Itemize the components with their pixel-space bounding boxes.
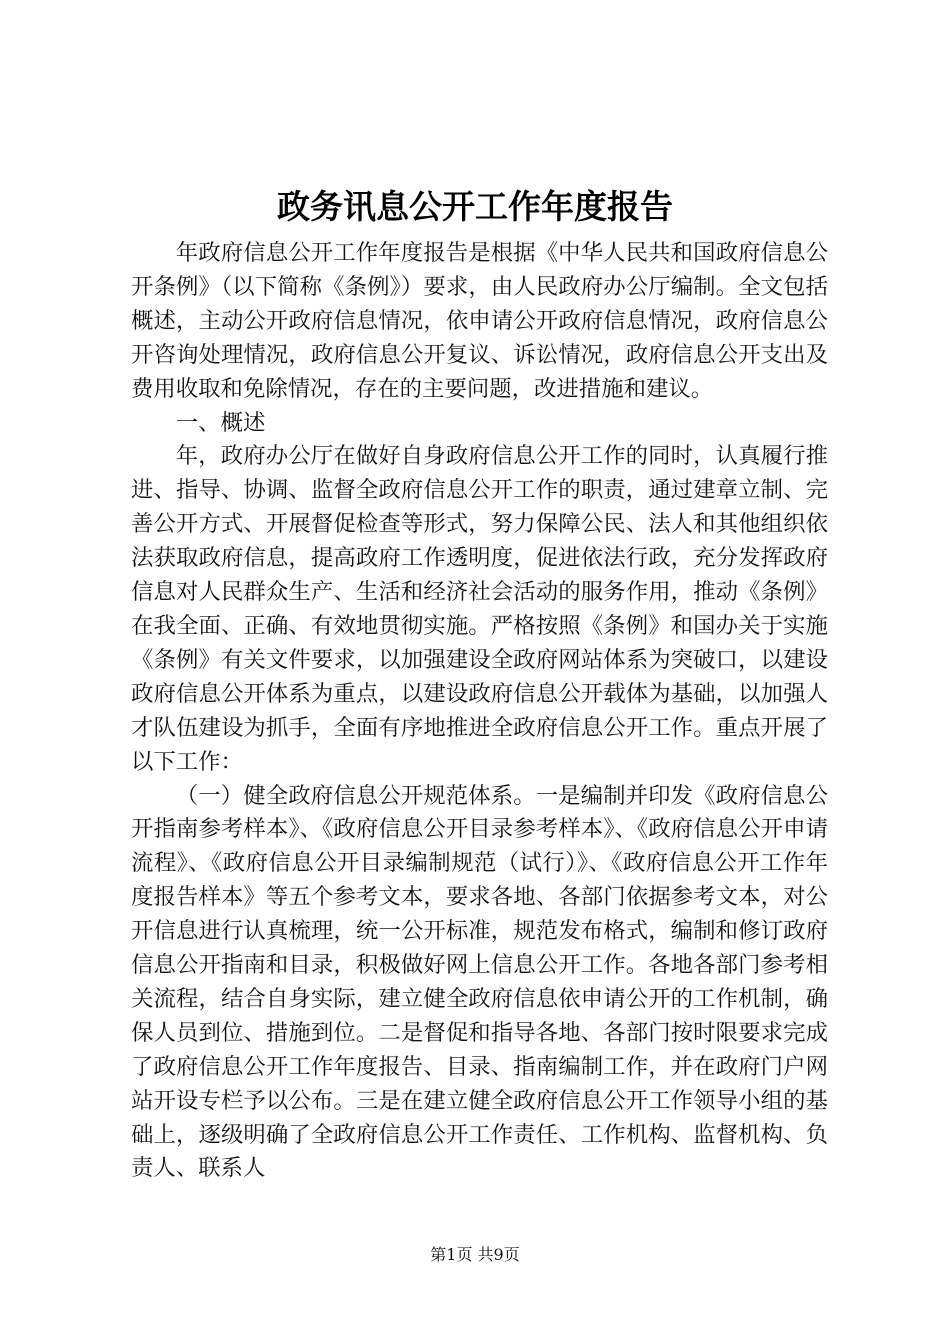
document-body — [131, 237, 828, 1186]
paragraph-overview: 年，政府办公厅在做好自身政府信息公开工作的同时，认真履行推进、指导、协调、监督全政府信息公开工作的职责，通过建章立制、完善公开方式、开展督促检查等形式，努力保障公民、法人和其他组织依法获取政府信息，提高政府工作透明度，促进依法行政，充分发挥政府信息对人民群众生产、生活和经济社会活动的服务作用，推动《条例》在我全面、正确、有效地贯彻实施。严格按照《条例》和国办关于实施《条例》有关文件要求，以加强建设全政府网站体系为突破口，以建设政府信息公开体系为重点，以建设政府信息公开载体为基础，以加强人才队伍建设为抓手，全面有序地推进全政府信息公开工作。重点开展了以下工作： — [131, 443, 828, 775]
document-title: 政务讯息公开工作年度报告 — [277, 187, 673, 226]
paragraph-item-one: （一）健全政府信息公开规范体系。一是编制并印发《政府信息公开指南参考样本》、《政府信息公开目录参考样本》、《政府信息公开申请流程》、《政府信息公开目录编制规范（试行）》、《政府信息公开工作年度报告样本》等五个参考文本，要求各地、各部门依据参考文本，对公开信息进行认真梳理，统一公开标准，规范发布格式，编制和修订政府信息公开指南和目录，积极做好网上信息公开工作。各地各部门参考相关流程，结合自身实际，建立健全政府信息依申请公开的工作机制，确保人员到位、措施到位。二是督促和指导各地、各部门按时限要求完成了政府信息公开工作年度报告、目录、指南编制工作，并在政府门户网站开设专栏予以公布。三是在建立健全政府信息公开工作领导小组的基础上，逐级明确了全政府信息公开工作责任、工作机构、监督机构、负责人、联系人 — [131, 782, 828, 1182]
page-footer: 第1页 共9页 — [430, 1245, 520, 1264]
section-heading-overview: 一、概述 — [175, 409, 266, 436]
paragraph-intro: 年政府信息公开工作年度报告是根据《中华人民共和国政府信息公开条例》（以下简称《条例》）要求，由人民政府办公厅编制。全文包括概述，主动公开政府信息情况，依申请公开政府信息情况，政府信息公开咨询处理情况，政府信息公开复议、诉讼情况，政府信息公开支出及费用收取和免除情况，存在的主要问题，改进措施和建议。 — [131, 240, 828, 402]
